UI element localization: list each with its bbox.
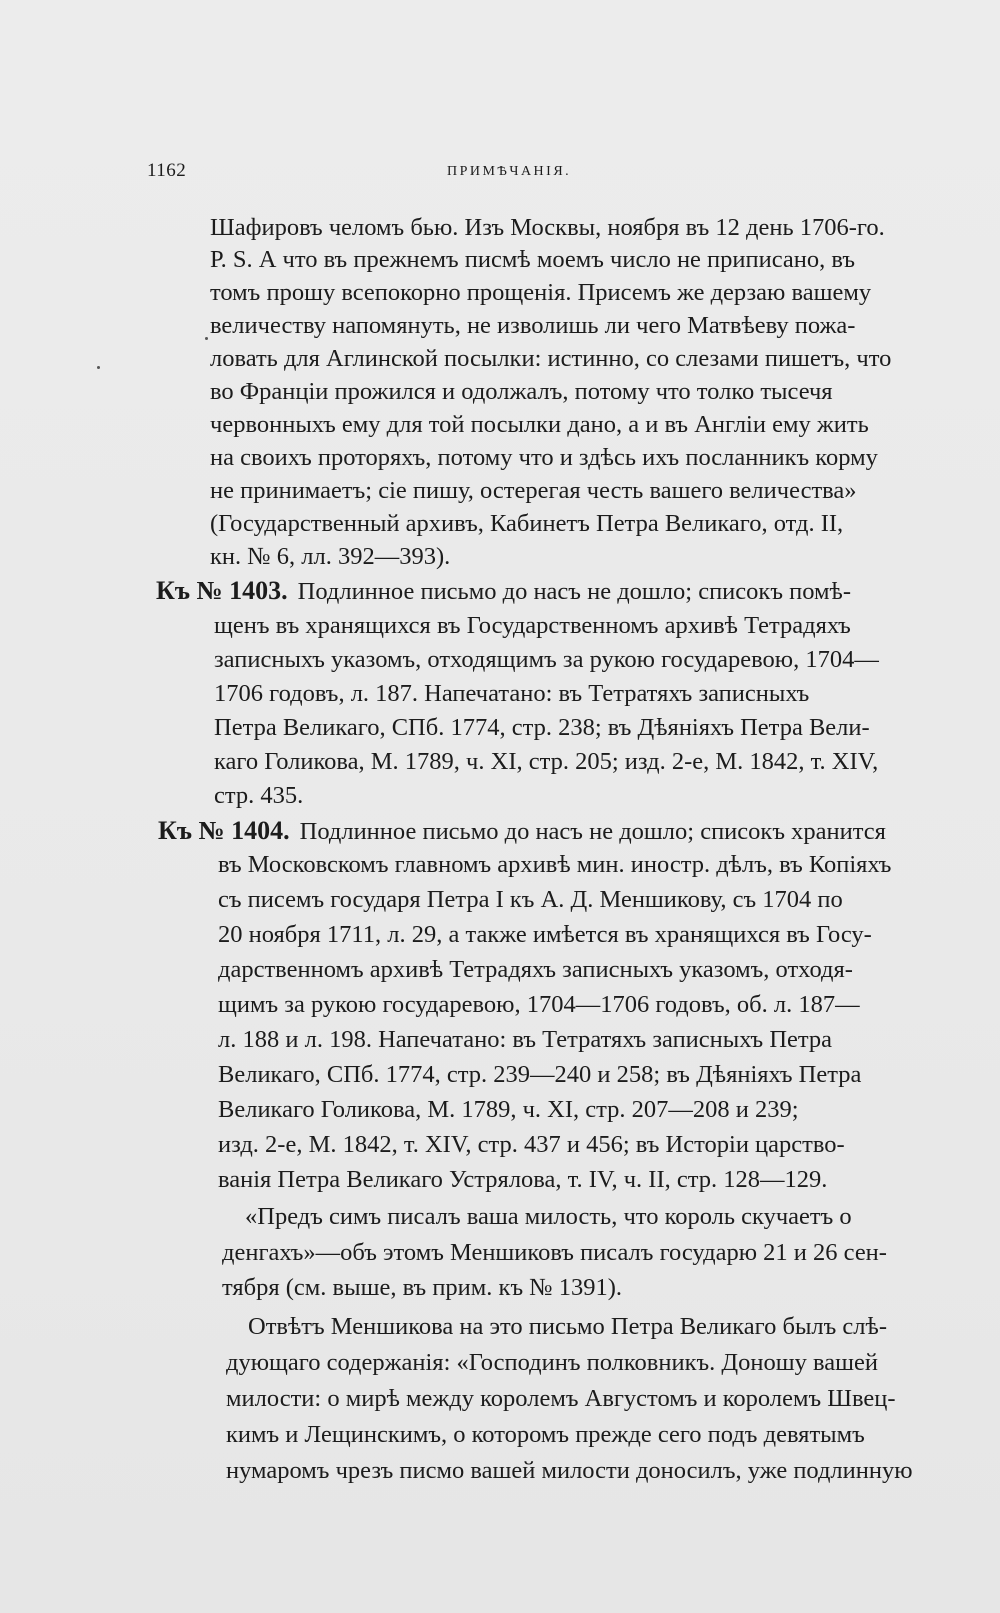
entry-1403-heading: Къ № 1403. xyxy=(156,576,288,605)
text-line: дующаго содержанія: «Господинъ полковникъ. Доношу вашей xyxy=(226,1349,878,1376)
text-line: «Предъ симъ писалъ ваша милость, что король скучаетъ о xyxy=(245,1203,852,1230)
text-line: ванія Петра Великаго Устрялова, т. IV, ч. II, стр. 128—129. xyxy=(218,1166,828,1193)
page-number: 1162 xyxy=(147,160,187,181)
text-line: томъ прошу всепокорно прощенія. Присемъ же дерзаю вашему xyxy=(210,279,872,306)
ink-speck xyxy=(205,337,208,340)
text-line: нумаромъ чрезъ писмо вашей милости доносилъ, уже подлинную xyxy=(226,1457,913,1484)
text-line: щенъ въ хранящихся въ Государственномъ архивѣ Тетрадяхъ xyxy=(214,612,851,639)
text-line: денгахъ»—объ этомъ Меншиковъ писалъ государю 21 и 26 сен- xyxy=(222,1239,887,1266)
text-line: милости: о мирѣ между королемъ Августомъ и королемъ Швец- xyxy=(226,1385,896,1412)
text-line: Р. S. А что въ прежнемъ писмѣ моемъ число не приписано, въ xyxy=(210,246,856,273)
text-line: 20 ноября 1711, л. 29, а также имѣется въ хранящихся въ Госу- xyxy=(218,921,872,948)
entry-1404-heading: Къ № 1404. xyxy=(158,816,290,845)
text-line: на своихъ проторяхъ, потому что и здѣсь ихъ посланникъ корму xyxy=(210,444,878,471)
text-line: каго Голикова, М. 1789, ч. XI, стр. 205; изд. 2-е, М. 1842, т. XIV, xyxy=(214,748,879,775)
text-line: величеству напомянуть, не изволишь ли чего Матвѣеву пожа- xyxy=(210,312,856,339)
text-line: л. 188 и л. 198. Напечатано: въ Тетратяхъ записныхъ Петра xyxy=(218,1026,833,1053)
text-line: Шафировъ челомъ бью. Изъ Москвы, ноября въ 12 день 1706-го. xyxy=(210,214,885,241)
text-line: въ Московскомъ главномъ архивѣ мин. иностр. дѣлъ, въ Копіяхъ xyxy=(218,851,892,878)
text-line: во Франціи прожился и одолжалъ, потому что толко тысечя xyxy=(210,378,833,405)
text-line: стр. 435. xyxy=(214,782,304,809)
text-line: червонныхъ ему для той посылки дано, а и въ Англіи ему жить xyxy=(210,411,869,438)
text-span: Подлинное письмо до насъ не дошло; списокъ хранится xyxy=(299,818,886,845)
text-line: Отвѣтъ Меншикова на это письмо Петра Великаго былъ слѣ- xyxy=(248,1313,887,1340)
text-line: ловать для Аглинской посылки: истинно, со слезами пишетъ, что xyxy=(210,345,892,372)
text-line: дарственномъ архивѣ Тетрадяхъ записныхъ указомъ, отходя- xyxy=(218,956,853,983)
text-line: (Государственный архивъ, Кабинетъ Петра Великаго, отд. II, xyxy=(210,510,844,537)
text-line: Великаго, СПб. 1774, стр. 239—240 и 258; въ Дѣяніяхъ Петра xyxy=(218,1061,862,1088)
entry-1404-first-line xyxy=(158,816,886,846)
running-head: ПРИМѢЧАНІЯ. xyxy=(447,164,572,179)
text-line: изд. 2-е, М. 1842, т. XIV, стр. 437 и 456; въ Исторіи царство- xyxy=(218,1131,845,1158)
text-line: кн. № 6, лл. 392—393). xyxy=(210,543,451,570)
text-line: 1706 годовъ, л. 187. Напечатано: въ Тетратяхъ записныхъ xyxy=(214,680,810,707)
text-line: записныхъ указомъ, отходящимъ за рукою государевою, 1704— xyxy=(214,646,879,673)
page-header xyxy=(147,160,907,190)
text-span: Подлинное письмо до насъ не дошло; списокъ помѣ- xyxy=(297,578,851,605)
text-line: Петра Великаго, СПб. 1774, стр. 238; въ Дѣяніяхъ Петра Вели- xyxy=(214,714,870,741)
text-line: щимъ за рукою государевою, 1704—1706 годовъ, об. л. 187— xyxy=(218,991,860,1018)
text-line: кимъ и Лещинскимъ, о которомъ прежде сего подъ девятымъ xyxy=(226,1421,865,1448)
text-line: не принимаетъ; сіе пишу, остерегая честь вашего величества» xyxy=(210,477,857,504)
ink-speck xyxy=(97,366,100,369)
entry-1403-first-line xyxy=(156,576,851,606)
text-line: тября (см. выше, въ прим. къ № 1391). xyxy=(222,1274,623,1301)
text-line: съ писемъ государя Петра I къ А. Д. Меншикову, съ 1704 по xyxy=(218,886,843,913)
text-line: Великаго Голикова, М. 1789, ч. XI, стр. 207—208 и 239; xyxy=(218,1096,799,1123)
